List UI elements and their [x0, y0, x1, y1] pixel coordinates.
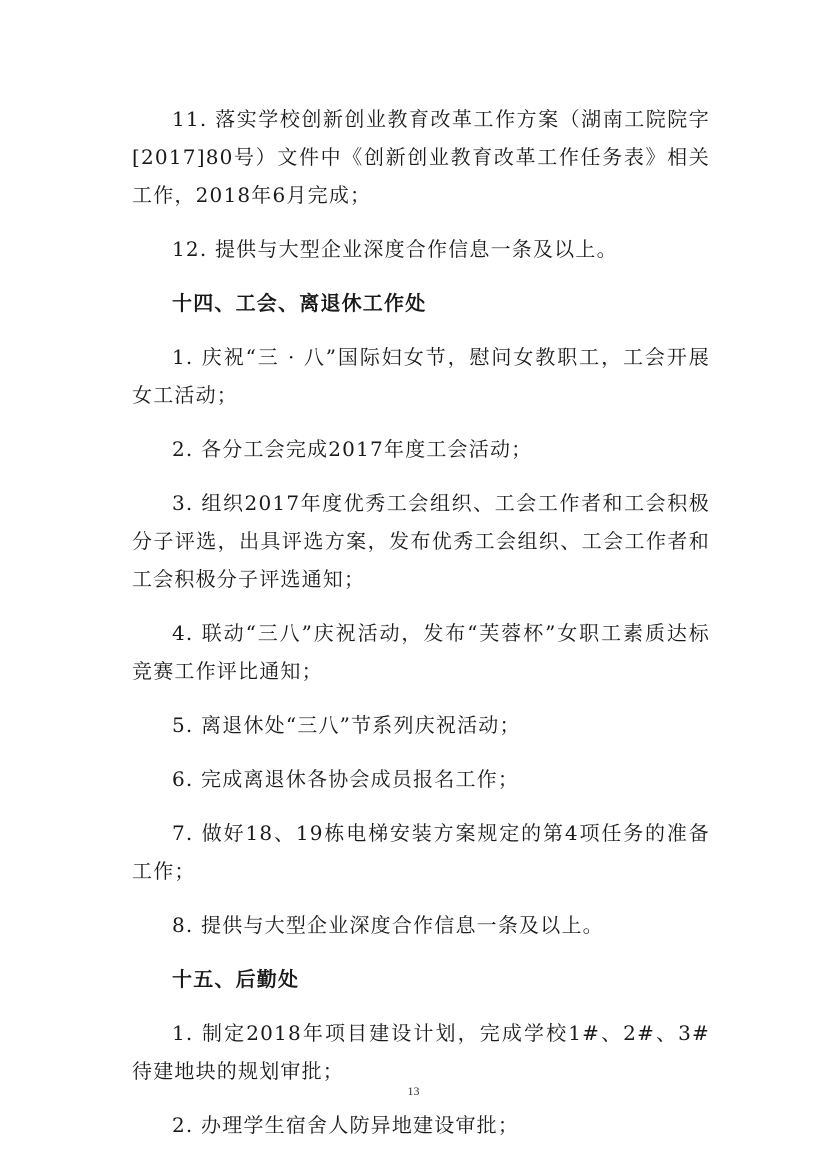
document-body: [132, 100, 710, 1160]
paragraph-union-8: 8. 提供与大型企业深度合作信息一条及以上。: [172, 913, 604, 937]
paragraph-union-6: 6. 完成离退休各协会成员报名工作；: [172, 767, 520, 791]
paragraph-union-5: 5. 离退休处“三八”节系列庆祝活动；: [172, 713, 521, 737]
paragraph-logistics-2: 2. 办理学生宿舍人防异地建设审批；: [172, 1113, 520, 1137]
section-heading-union: 十四、工会、离退休工作处: [172, 291, 427, 315]
paragraph-union-3: 3. 组织2017年度优秀工会组织、工会工作者和工会积极分子评选，出具评选方案，发布优秀工会组织、工会工作者和工会积极分子评选通知；: [132, 491, 710, 591]
paragraph-item-11: 11. 落实学校创新创业教育改革工作方案（湖南工院院字[2017]80号）文件中《创新创业教育改革工作任务表》相关工作，2018年6月完成；: [132, 107, 710, 207]
paragraph-union-7: 7. 做好18、19栋电梯安装方案规定的第4项任务的准备工作；: [132, 821, 710, 883]
page-number: 13: [407, 1084, 420, 1098]
paragraph-logistics-1: 1. 制定2018年项目建设计划，完成学校1#、2#、3#待建地块的规划审批；: [132, 1021, 710, 1083]
paragraph-union-1: 1. 庆祝“三 · 八”国际妇女节，慰问女教职工，工会开展女工活动；: [132, 345, 710, 407]
paragraph-union-4: 4. 联动“三八”庆祝活动，发布“芙蓉杯”女职工素质达标竞赛工作评比通知；: [132, 621, 710, 683]
paragraph-union-2: 2. 各分工会完成2017年度工会活动；: [172, 437, 533, 461]
section-heading-logistics: 十五、后勤处: [172, 967, 300, 991]
paragraph-item-12: 12. 提供与大型企业深度合作信息一条及以上。: [172, 237, 618, 261]
